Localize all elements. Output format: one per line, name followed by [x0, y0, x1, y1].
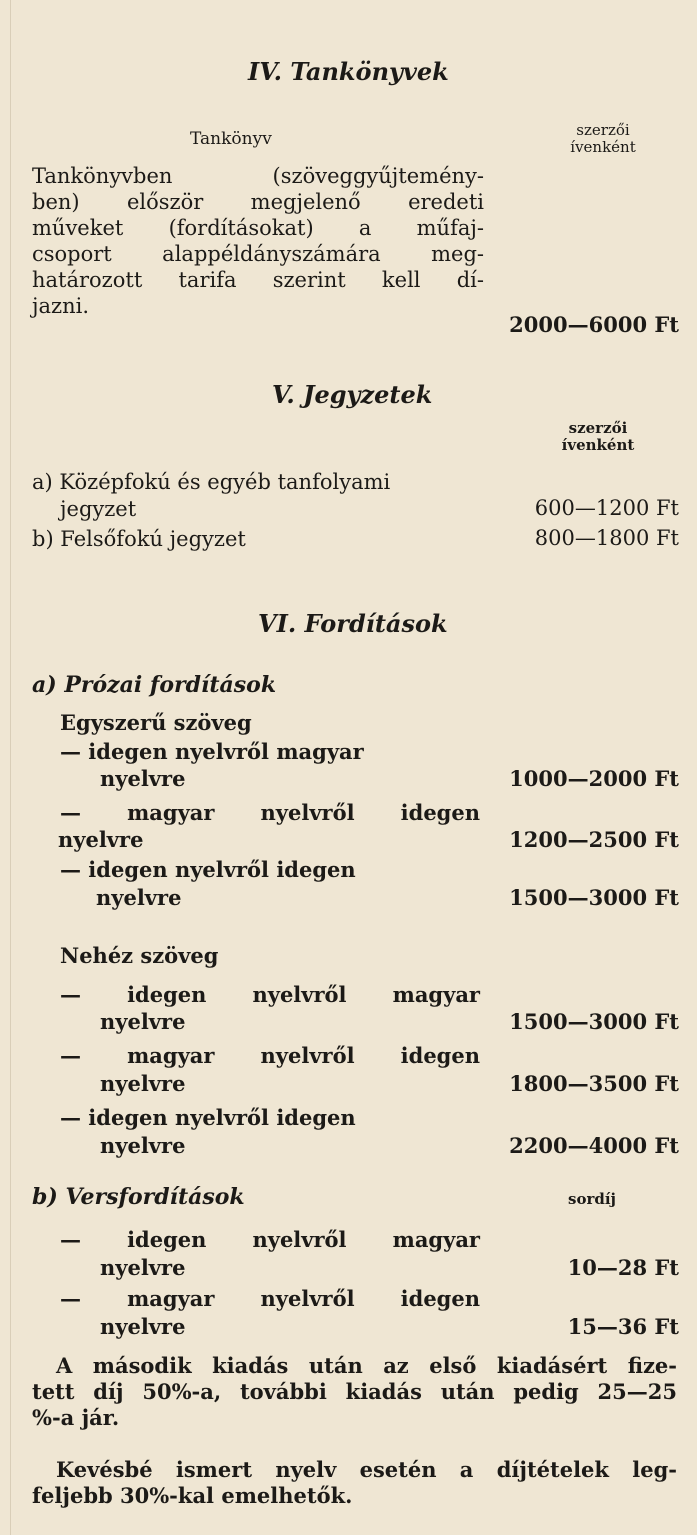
hard-2-line1 [60, 1043, 480, 1069]
note-line: tett díj 50%-a, további kiadás után pedig 25—25 [32, 1379, 677, 1404]
verse-2-line1 [60, 1286, 480, 1312]
simple-3-price: 1500—3000 Ft [509, 885, 679, 910]
col-header-line: ívenként [561, 436, 635, 454]
simple-1-line2: nyelvre [100, 766, 186, 791]
hard-3-price: 2200—4000 Ft [509, 1133, 679, 1158]
hard-3-line1: — idegen nyelvről idegen [60, 1105, 356, 1130]
verse-1-line1-text: — idegen nyelvről magyar [60, 1227, 480, 1252]
section-6-heading: VI. Fordítások [258, 609, 448, 638]
section-5-item-a-price: 600—1200 Ft [534, 496, 679, 520]
col-header-line: ívenként [570, 138, 636, 156]
simple-2-line2: nyelvre [58, 827, 144, 852]
page-edge [10, 0, 11, 1535]
section-5-item-b-price: 800—1800 Ft [534, 526, 679, 550]
section-5-item-b: b) Felsőfokú jegyzet [32, 527, 246, 551]
simple-2-line1-text: — magyar nyelvről idegen [60, 800, 480, 825]
simple-text-heading: Egyszerű szöveg [60, 710, 252, 735]
paragraph-line: ben) először megjelenő eredeti [32, 190, 484, 214]
hard-2-line2: nyelvre [100, 1071, 186, 1096]
hard-1-price: 1500—3000 Ft [509, 1009, 679, 1034]
simple-2-line1 [60, 800, 480, 826]
hard-3-line2: nyelvre [100, 1133, 186, 1158]
verse-1-price: 10—28 Ft [567, 1255, 679, 1280]
hard-1-line1-text: — idegen nyelvről magyar [60, 982, 480, 1007]
verse-1-line1 [60, 1227, 480, 1253]
verse-translations-heading: b) Versfordítások [32, 1184, 245, 1210]
section-5-heading: V. Jegyzetek [272, 380, 433, 409]
verse-1-line2: nyelvre [100, 1255, 186, 1280]
section-4-subheading: Tankönyv [190, 129, 272, 149]
paragraph-line: jazni. [32, 294, 90, 318]
section-5-item-a-cont: jegyzet [60, 497, 137, 521]
section-4-price: 2000—6000 Ft [509, 312, 679, 337]
note-reissue [32, 1353, 677, 1431]
verse-col-header: sordíj [568, 1190, 616, 1208]
simple-3-line1: — idegen nyelvről idegen [60, 857, 356, 882]
note-line: A második kiadás után az első kiadásért fize- [56, 1353, 677, 1378]
col-header-line: szerzői [576, 121, 630, 139]
hard-2-price: 1800—3500 Ft [509, 1071, 679, 1096]
section-4-heading: IV. Tankönyvek [248, 57, 449, 86]
verse-2-line2: nyelvre [100, 1314, 186, 1339]
hard-1-line1 [60, 982, 480, 1008]
paragraph-line: határozott tarifa szerint kell dí- [32, 268, 484, 292]
simple-1-line1: — idegen nyelvről magyar [60, 739, 364, 764]
simple-2-price: 1200—2500 Ft [509, 827, 679, 852]
note-rare-language [32, 1457, 677, 1509]
prose-translations-heading: a) Prózai fordítások [32, 672, 277, 698]
hard-text-heading: Nehéz szöveg [60, 943, 219, 968]
paragraph-line: csoport alappéldányszámára meg- [32, 242, 484, 266]
verse-2-price: 15—36 Ft [567, 1314, 679, 1339]
note-line: Kevésbé ismert nyelv esetén a díjtételek leg- [56, 1457, 677, 1482]
hard-1-line2: nyelvre [100, 1009, 186, 1034]
simple-3-line2: nyelvre [96, 885, 182, 910]
note-line: feljebb 30%-kal emelhetők. [32, 1483, 353, 1508]
simple-1-price: 1000—2000 Ft [509, 766, 679, 791]
note-line: %-a jár. [32, 1405, 120, 1430]
section-4-col-header [548, 122, 658, 156]
verse-2-line1-text: — magyar nyelvről idegen [60, 1286, 480, 1311]
section-4-paragraph [32, 163, 484, 319]
paragraph-line: Tankönyvben (szöveggyűjtemény- [32, 164, 484, 188]
section-5-item-a: a) Középfokú és egyéb tanfolyami [32, 470, 391, 494]
col-header-line: szerzői [568, 419, 628, 437]
paragraph-line: műveket (fordításokat) a műfaj- [32, 216, 484, 240]
section-5-col-header [548, 420, 648, 454]
hard-2-line1-text: — magyar nyelvről idegen [60, 1043, 480, 1068]
